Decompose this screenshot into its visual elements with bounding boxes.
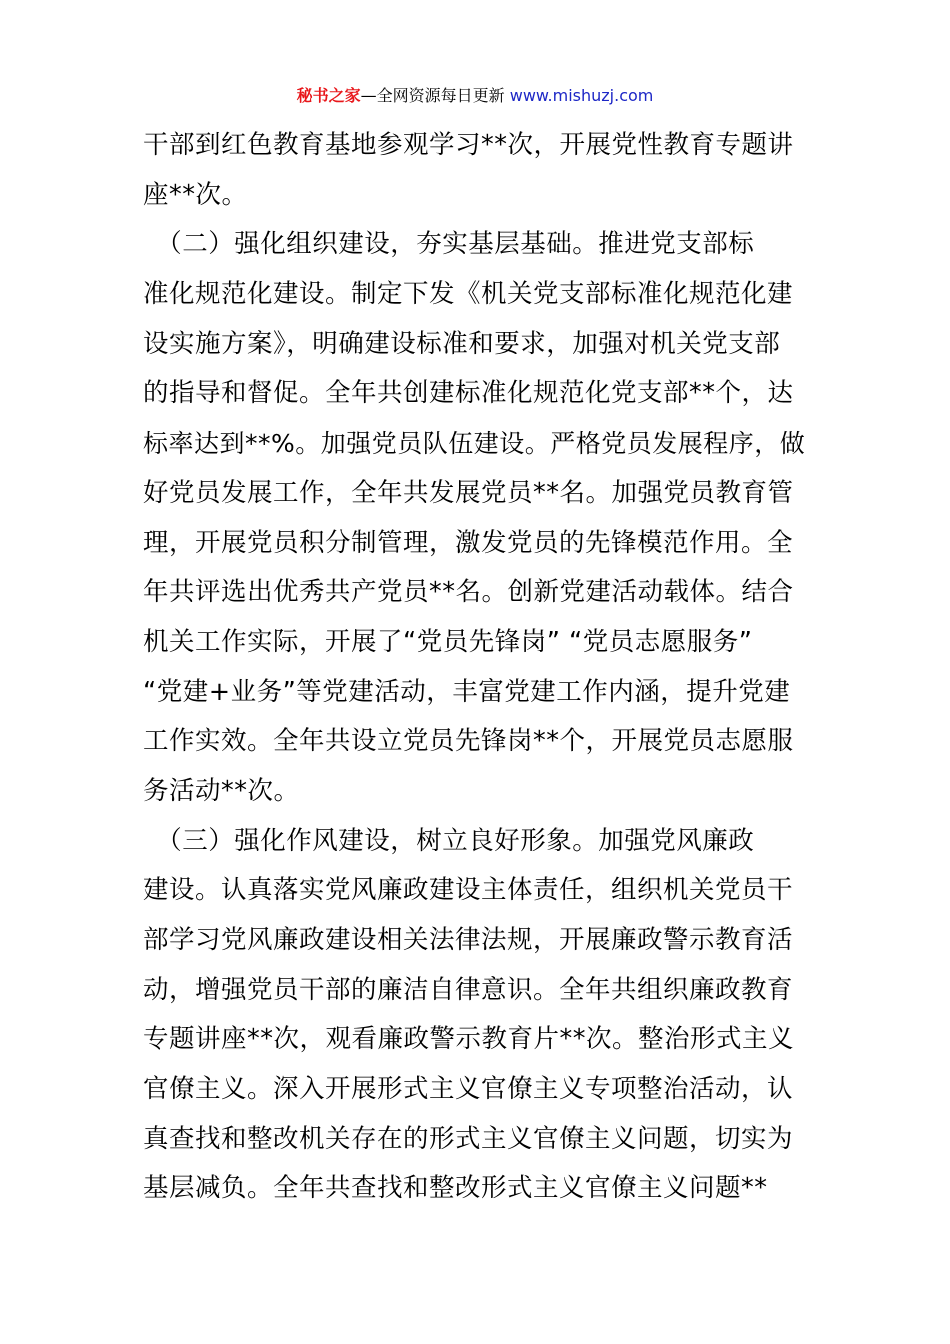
text-line: 理，开展党员积分制管理，激发党员的先锋模范作用。全: [143, 527, 794, 558]
text-line: 基层减负。全年共查找和整改形式主义官僚主义问题**: [143, 1173, 768, 1204]
text-line: 官僚主义。深入开展形式主义官僚主义专项整治活动，认: [143, 1074, 794, 1105]
text-line: 动，增强党员干部的廉洁自律意识。全年共组织廉政教育: [143, 974, 794, 1005]
text-line: 工作实效。全年共设立党员先锋岗**个，开展党员志愿服: [143, 726, 794, 757]
text-line: 部学习党风廉政建设相关法律法规，开展廉政警示教育活: [143, 925, 794, 955]
site-header: [0, 79, 950, 113]
text-line: “党建+业务”等党建活动，丰富党建工作内涵，提升党建: [143, 676, 791, 707]
text-line: 座**次。: [143, 179, 248, 210]
text-line: 标率达到**%。加强党员队伍建设。严格党员发展程序，做: [143, 429, 806, 459]
section-heading-line: （三）强化作风建设，树立良好形象。加强党风廉政: [143, 825, 755, 856]
text-line: 设实施方案》，明确建设标准和要求，加强对机关党支部: [143, 328, 781, 359]
brand-name: 秘书之家: [296, 86, 361, 105]
text-line: 的指导和督促。全年共创建标准化规范化党支部**个，达: [143, 378, 794, 409]
text-line: 建设。认真落实党风廉政建设主体责任，组织机关党员干: [143, 875, 794, 906]
text-line: 真查找和整改机关存在的形式主义官僚主义问题，切实为: [143, 1123, 794, 1154]
text-line: 好党员发展工作，全年共发展党员**名。加强党员教育管: [143, 477, 794, 508]
site-url[interactable]: www.mishuzj.com: [509, 86, 654, 105]
text-line: 务活动**次。: [143, 775, 300, 806]
document-body: [143, 121, 807, 1214]
text-line: 干部到红色教育基地参观学习**次，开展党性教育专题讲: [143, 130, 794, 160]
text-line: 专题讲座**次，观看廉政警示教育片**次。整治形式主义: [143, 1024, 795, 1055]
text-line: 机关工作实际，开展了“党员先锋岗” “党员志愿服务”: [143, 626, 753, 657]
text-line: 年共评选出优秀共产党员**名。创新党建活动载体。结合: [143, 577, 794, 608]
section-heading-line: （二）强化组织建设，夯实基层基础。推进党支部标: [143, 229, 755, 260]
header-slogan: —全网资源每日更新: [360, 86, 510, 105]
text-line: 准化规范化建设。制定下发《机关党支部标准化规范化建: [143, 279, 794, 310]
